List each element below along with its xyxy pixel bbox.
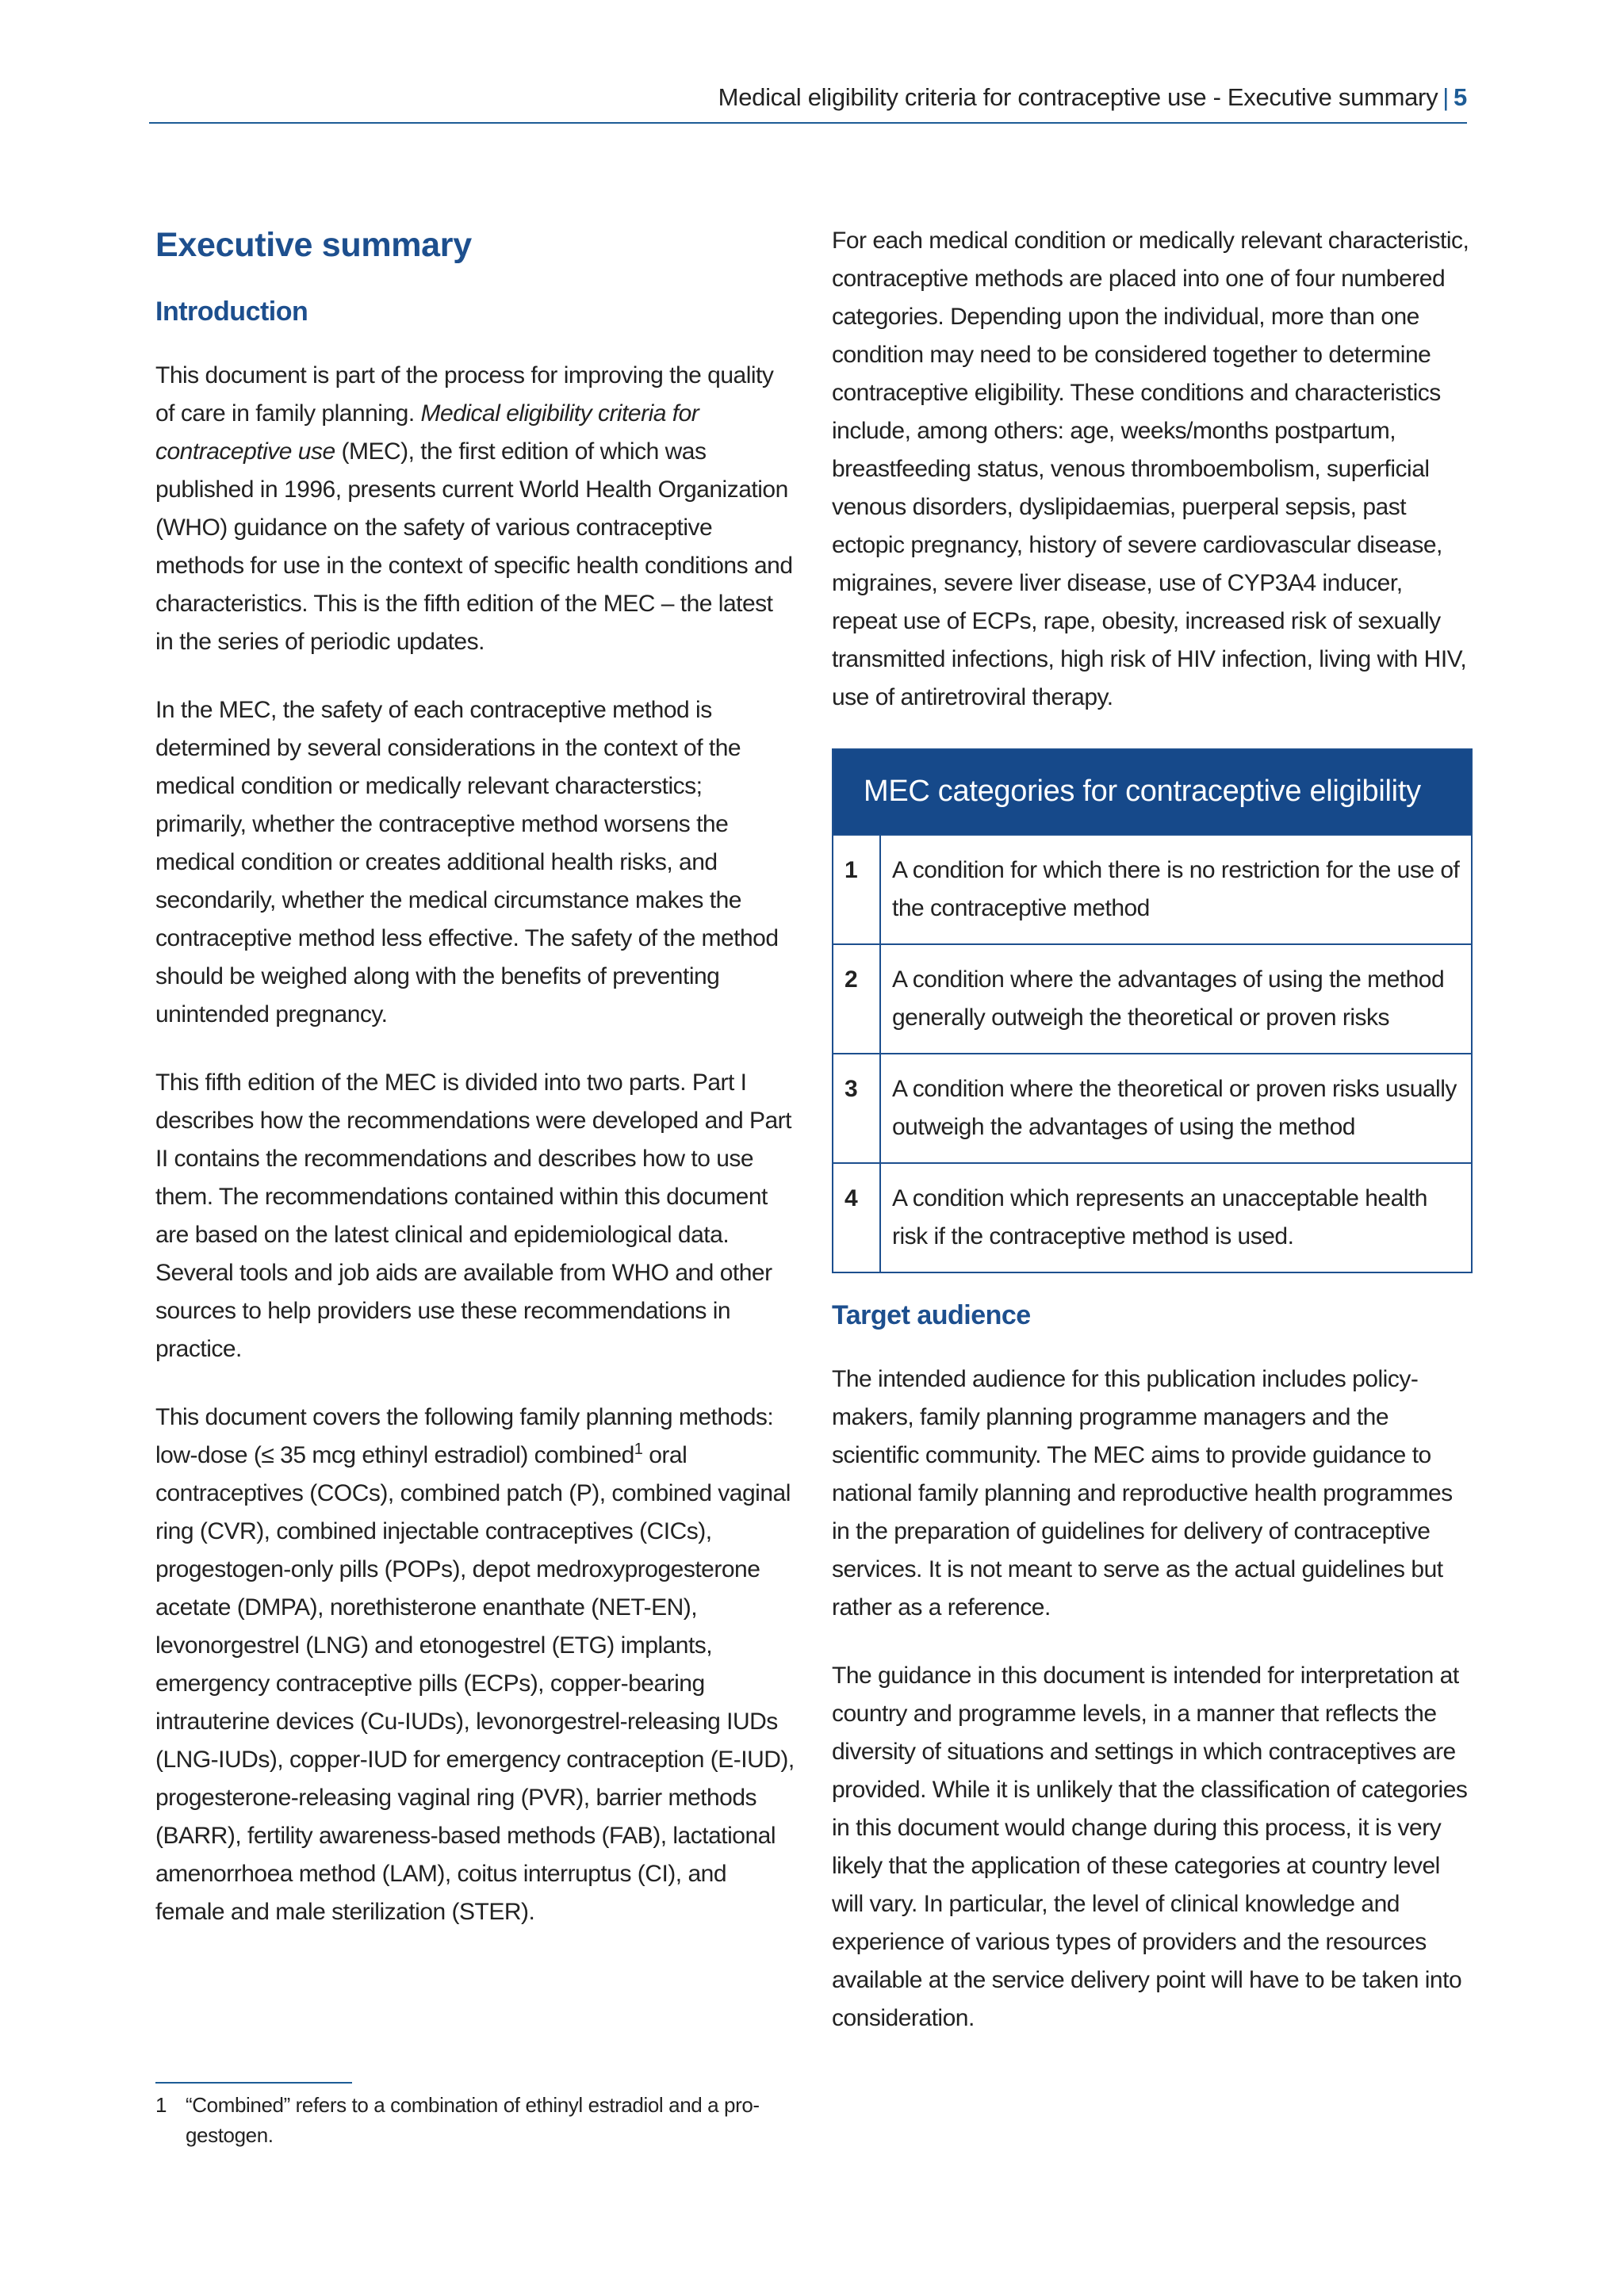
categories-paragraph: For each medical condition or medically relevant characteristic, contraceptive methods are placed into one of four numbered categories. Depending upon the individual, more than one condition may need to be considered together to determine contraceptive eligibility. These conditions and characteristics include, among others: age, weeks/months postpartum, breastfeeding status, venous thromboembolism, superficial venous disorders, dyslipidaemias, puerperal sepsis, past ectopic pregnancy, history of severe cardiovascular disease, migraines, severe liver disease, use of CYP3A4 inducer, repeat use of ECPs, rape, obesity, increased risk of sexually transmitted infections, high risk of HIV infection, living with HIV, use of antiretroviral therapy. — [832, 228, 1469, 710]
intro-p1-text-a: This document is part of the process for improving the quality of care in family planning. — [155, 362, 774, 427]
target-audience-heading: Target audience — [832, 1300, 1031, 1330]
audience-paragraph-2: The guidance in this document is intended for interpretation at country and programme levels, in a manner that reflects the diversity of situations and settings in which contraceptives are provided. While it is unlikely that the classification of categories in this document would change during this process, it is very likely that the application of these categories at country level will vary. In particular, the level of clinical knowledge and experience of various types of providers and the resources available at the service delivery point will have to be taken into consideration. — [832, 1663, 1468, 2031]
page-number: 5 — [1454, 83, 1467, 111]
mec-table-row — [833, 1053, 1471, 1162]
audience-paragraph-1: The intended audience for this publication includes policy-makers, family planning programme managers and the scientific community. The MEC aims to provide guidance to national family planning and reproductive health programmes in the preparation of guidelines for delivery of contraceptive services. It is not meant to serve as the actual guidelines but rather as a reference. — [832, 1366, 1453, 1621]
mec-category-number: 2 — [833, 945, 881, 1053]
mec-table-row — [833, 943, 1471, 1053]
right-column — [832, 222, 1473, 2068]
page-title: Executive summary — [155, 226, 472, 264]
intro-p1-text-b: (MEC), the first edition of which was published in 1996, presents current World Health Organization (WHO) guidance on the safety of various contraceptive methods for use in the context of specific health conditions and characteristics. This is the fifth edition of the MEC – the latest in the series of periodic updates. — [155, 438, 793, 655]
footnote-text: “Combined” refers to a combination of ethinyl estradiol and a pro-gestogen. — [186, 2093, 760, 2147]
mec-category-description: A condition which represents an unacceptable health risk if the contraceptive method is used. — [892, 1185, 1427, 1249]
footnote-divider — [155, 2082, 352, 2084]
mec-category-description: A condition where the theoretical or proven risks usually outweigh the advantages of using the method — [892, 1076, 1457, 1140]
mec-table-row — [833, 834, 1471, 943]
introduction-heading: Introduction — [155, 297, 308, 327]
mec-category-number: 3 — [833, 1054, 881, 1162]
intro-p1-document-title: Medical eligibility criteria for contraceptive use — [155, 400, 699, 465]
mec-table-row — [833, 1162, 1471, 1272]
mec-categories-table — [832, 748, 1473, 1273]
intro-paragraph-1 — [155, 357, 795, 661]
intro-paragraph-4 — [155, 1399, 795, 1931]
mec-category-number: 1 — [833, 836, 881, 943]
footnote-reference[interactable]: 1 — [634, 1441, 643, 1458]
running-header — [149, 75, 1467, 124]
mec-category-description: A condition for which there is no restriction for the use of the contraceptive method — [892, 857, 1460, 921]
running-title: Medical eligibility criteria for contraceptive use - Executive summary — [718, 83, 1438, 111]
left-column — [155, 222, 795, 1961]
header-separator: | — [1442, 83, 1450, 111]
footnote — [155, 2090, 795, 2150]
mec-category-number: 4 — [833, 1164, 881, 1272]
mec-table-title: MEC categories for contraceptive eligibility — [833, 750, 1471, 834]
mec-category-description: A condition where the advantages of using the method generally outweigh the theoretical or proven risks — [892, 966, 1445, 1031]
intro-p4-text-b: oral contraceptives (COCs), combined patch (P), combined vaginal ring (CVR), combined injectable contraceptives (CICs), progestogen-only pills (POPs), depot medroxyprogesterone acetate (DMPA), norethisterone enanthate (NET-EN), levonorgestrel (LNG) and etonogestrel (ETG) implants, emergency contraceptive pills (ECPs), copper-bearing intrauterine devices (Cu-IUDs), levonorgestrel-releasing IUDs (LNG-IUDs), copper-IUD for emergency contraception (E-IUD), progesterone-releasing vaginal ring (PVR), barrier methods (BARR), fertility awareness-based methods (FAB), lactational amenorrhoea method (LAM), coitus interruptus (CI), and female and male sterilization (STER). — [155, 1442, 795, 1925]
intro-paragraph-2: In the MEC, the safety of each contraceptive method is determined by several considerations in the context of the medical condition or medically relevant characterstics; primarily, whether the contraceptive method worsens the medical condition or creates additional health risks, and secondarily, whether the medical circumstance makes the contraceptive method less effective. The safety of the method should be weighed along with the benefits of preventing unintended pregnancy. — [155, 697, 779, 1027]
intro-paragraph-3: This fifth edition of the MEC is divided into two parts. Part I describes how the recommendations were developed and Part II contains the recommendations and describes how to use them. The recommendations contained within this document are based on the latest clinical and epidemiological data. Several tools and job aids are available from WHO and other sources to help providers use these recommendations in practice. — [155, 1070, 791, 1362]
footnote-number: 1 — [155, 2093, 167, 2117]
intro-p4-text-a: This document covers the following family planning methods: low-dose (≤ 35 mcg ethinyl estradiol) combined — [155, 1404, 774, 1468]
